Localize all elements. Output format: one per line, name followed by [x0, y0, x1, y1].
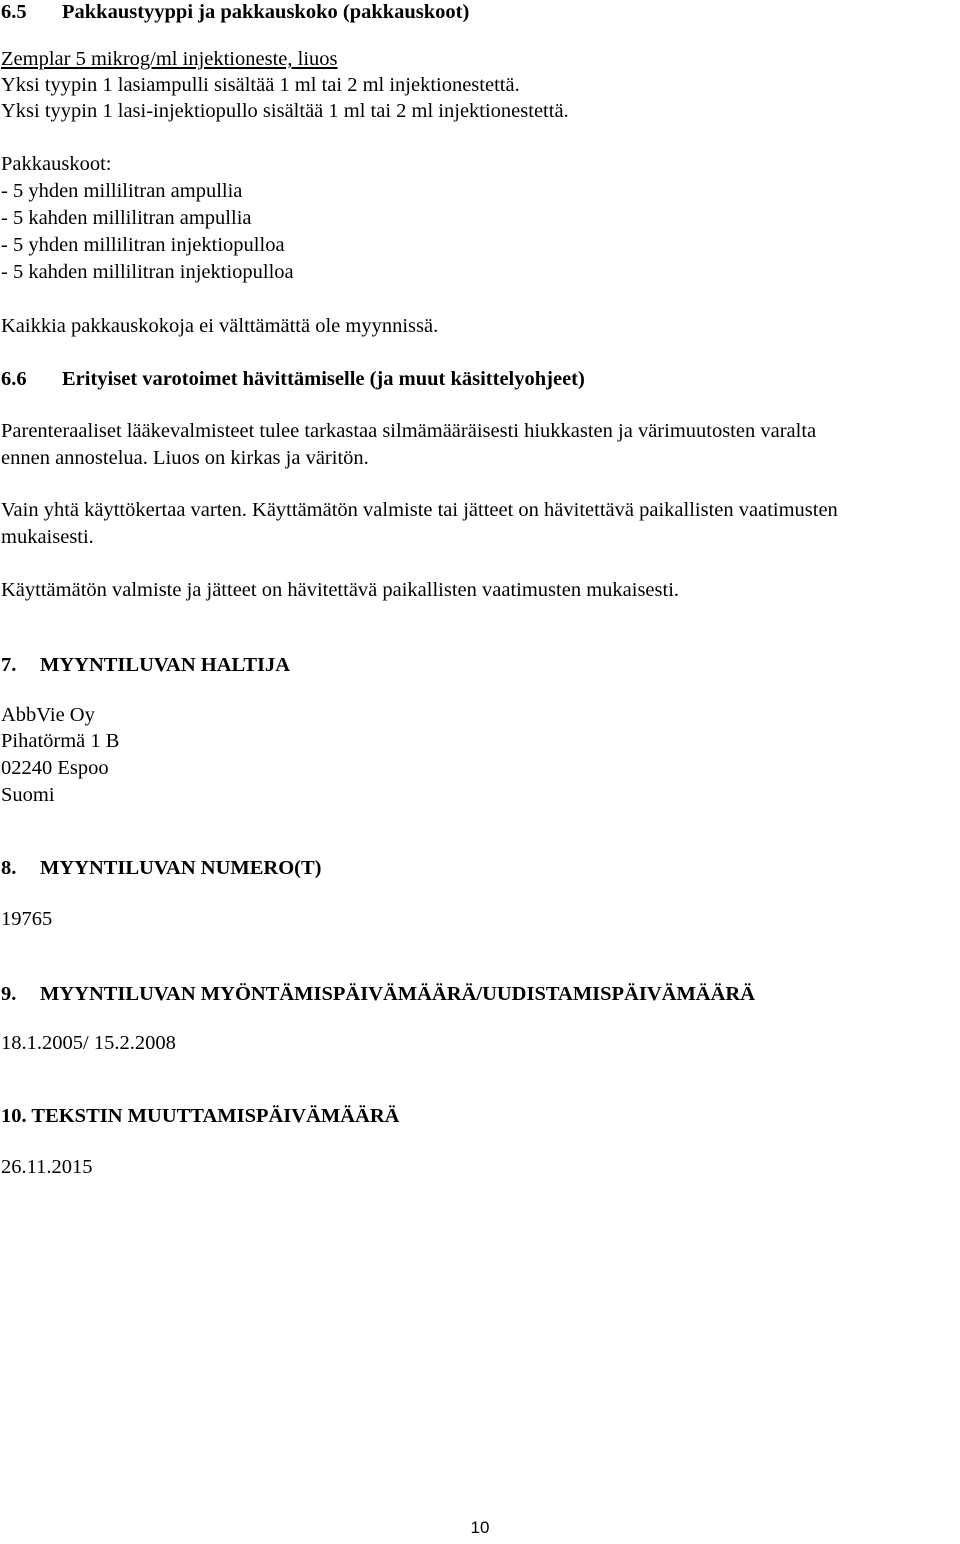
section-number: 6.5 — [1, 1, 27, 23]
paragraph-line: Käyttämätön valmiste ja jätteet on hävitettävä paikallisten vaatimusten mukaisesti. — [1, 579, 680, 601]
section-7-heading — [1, 653, 290, 677]
page-number: 10 — [470, 1518, 490, 1537]
paragraph-line: mukaisesti. — [1, 526, 94, 548]
address-line: AbbVie Oy — [1, 704, 95, 726]
text-line: Yksi tyypin 1 lasiampulli sisältää 1 ml tai 2 ml injektionestettä. — [1, 74, 520, 96]
address-line: 02240 Espoo — [1, 757, 109, 779]
text-line: Yksi tyypin 1 lasi-injektiopullo sisältää 1 ml tai 2 ml injektionestettä. — [1, 100, 569, 122]
section-number: 7. — [1, 654, 17, 676]
section-number: 8. — [1, 857, 17, 879]
authorisation-number: 19765 — [1, 908, 53, 930]
section-title: Erityiset varotoimet hävittämiselle (ja muut käsittelyohjeet) — [62, 368, 585, 390]
section-title: MYYNTILUVAN NUMERO(T) — [40, 857, 322, 879]
revision-date: 26.11.2015 — [1, 1156, 93, 1178]
section-title: MYYNTILUVAN HALTIJA — [40, 654, 291, 676]
section-number: 9. — [1, 983, 17, 1005]
address-line: Suomi — [1, 784, 55, 806]
section-9-heading — [1, 982, 755, 1006]
paragraph-line: ennen annostelua. Liuos on kirkas ja väritön. — [1, 447, 369, 469]
address-line: Pihatörmä 1 B — [1, 730, 120, 752]
list-item: - 5 kahden millilitran injektiopulloa — [1, 261, 294, 283]
section-6-6-heading — [1, 367, 585, 391]
section-8-heading — [1, 856, 322, 880]
section-number: 10. — [1, 1105, 27, 1127]
section-title: Pakkaustyyppi ja pakkauskoko (pakkauskoot) — [62, 1, 470, 23]
section-6-5-heading — [1, 0, 469, 24]
section-title: TEKSTIN MUUTTAMISPÄIVÄMÄÄRÄ — [31, 1105, 400, 1127]
section-title: MYYNTILUVAN MYÖNTÄMISPÄIVÄMÄÄRÄ/UUDISTAMISPÄIVÄMÄÄRÄ — [40, 983, 756, 1005]
authorisation-dates: 18.1.2005/ 15.2.2008 — [1, 1032, 176, 1054]
list-item: - 5 yhden millilitran ampullia — [1, 180, 243, 202]
pack-sizes-label: Pakkauskoot: — [1, 153, 112, 175]
section-number: 6.6 — [1, 368, 27, 390]
list-item: - 5 kahden millilitran ampullia — [1, 207, 252, 229]
paragraph-line: Vain yhtä käyttökertaa varten. Käyttämätön valmiste tai jätteet on hävitettävä paikallisten vaatimusten — [1, 499, 838, 521]
paragraph-line: Parenteraaliset lääkevalmisteet tulee tarkastaa silmämääräisesti hiukkasten ja värimuutosten varalta — [1, 420, 817, 442]
section-10-heading — [1, 1104, 399, 1128]
availability-note: Kaikkia pakkauskokoja ei välttämättä ole myynnissä. — [1, 315, 439, 337]
product-name: Zemplar 5 mikrog/ml injektioneste, liuos — [1, 48, 338, 70]
list-item: - 5 yhden millilitran injektiopulloa — [1, 234, 285, 256]
